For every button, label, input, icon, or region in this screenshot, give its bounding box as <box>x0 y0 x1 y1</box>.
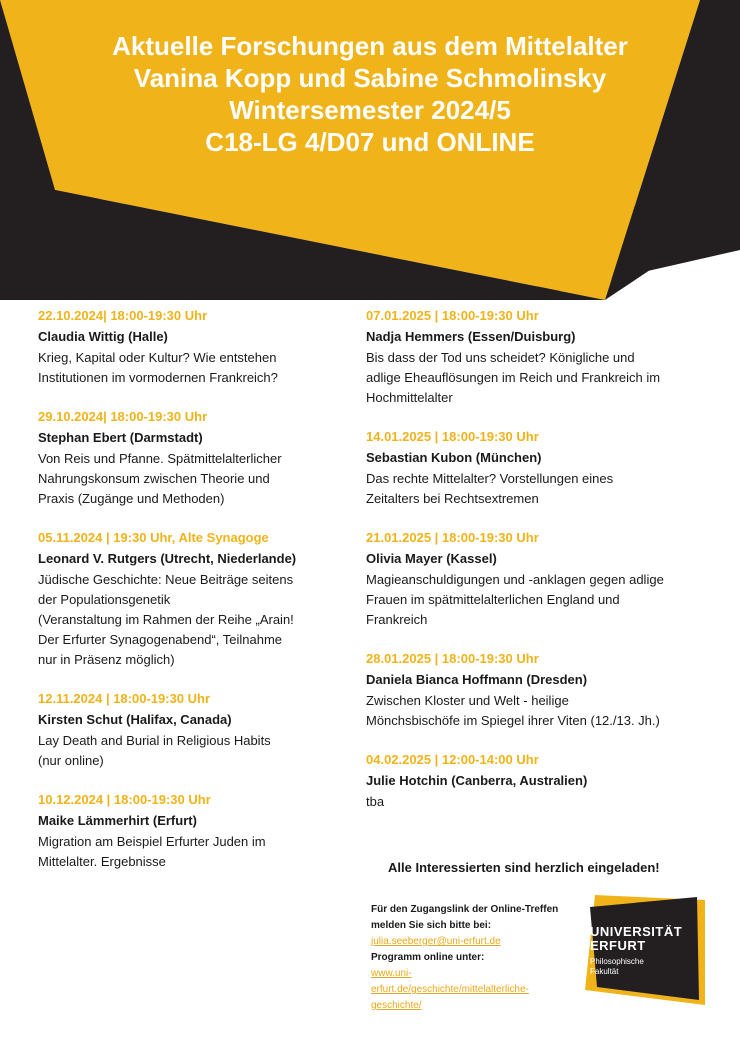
event-item <box>38 306 338 388</box>
event-title-line: Der Erfurter Synagogenabend“, Teilnahme <box>38 632 283 647</box>
contact-line-1: Für den Zugangslink der Online-Treffen <box>371 904 559 915</box>
event-title-line: Das rechte Mittelalter? Vorstellungen eines <box>366 471 614 486</box>
logo-line-1: UNIVERSITÄT <box>590 924 683 939</box>
program-url-link-1[interactable]: www.uni- <box>371 968 412 979</box>
contact-line-3: Programm online unter: <box>371 952 485 963</box>
event-item <box>366 427 711 509</box>
event-speaker: Julie Hotchin (Canberra, Australien) <box>366 773 588 788</box>
event-speaker: Olivia Mayer (Kassel) <box>366 551 497 566</box>
contact-line-2: melden Sie sich bitte bei: <box>371 920 492 931</box>
logo-text <box>590 925 682 977</box>
event-title-line: Lay Death and Burial in Religious Habits <box>38 733 271 748</box>
event-title-line: Hochmittelalter <box>366 390 453 405</box>
event-item <box>38 407 338 509</box>
event-title-line: Krieg, Kapital oder Kultur? Wie entstehen <box>38 350 277 365</box>
logo-line-3: Philosophische <box>590 957 644 966</box>
event-speaker: Leonard V. Rutgers (Utrecht, Niederlande) <box>38 551 297 566</box>
event-title-line: Von Reis und Pfanne. Spätmittelalterlicher <box>38 451 282 466</box>
event-title-line: Mönchsbischöfe im Spiegel ihrer Viten (12./13. Jh.) <box>366 713 660 728</box>
event-speaker: Daniela Bianca Hoffmann (Dresden) <box>366 672 588 687</box>
contact-info <box>371 902 591 1014</box>
event-title-line: (Veranstaltung im Rahmen der Reihe „Arain! <box>38 612 294 627</box>
event-speaker: Stephan Ebert (Darmstadt) <box>38 430 203 445</box>
program-url-link-2[interactable]: erfurt.de/geschichte/mittelalterliche- <box>371 984 529 995</box>
event-item <box>366 649 711 731</box>
event-title-line: Jüdische Geschichte: Neue Beiträge seitens <box>38 572 294 587</box>
event-title-line: adlige Eheauflösungen im Reich und Frankreich im <box>366 370 661 385</box>
event-item <box>366 306 711 408</box>
event-date: 10.12.2024 | 18:00-19:30 Uhr <box>38 792 211 807</box>
logo-line-4: Fakultät <box>590 967 619 976</box>
event-title-line: Praxis (Zugänge und Methoden) <box>38 491 225 506</box>
event-speaker: Nadja Hemmers (Essen/Duisburg) <box>366 329 576 344</box>
event-title-line: Bis dass der Tod uns scheidet? Königliche und <box>366 350 635 365</box>
event-date: 07.01.2025 | 18:00-19:30 Uhr <box>366 308 539 323</box>
event-item <box>366 750 711 812</box>
event-title-line: Zwischen Kloster und Welt - heilige <box>366 693 569 708</box>
event-item <box>38 790 338 872</box>
event-title-line: der Populationsgenetik <box>38 592 171 607</box>
event-date: 04.02.2025 | 12:00-14:00 Uhr <box>366 752 539 767</box>
title-line-1: Aktuelle Forschungen aus dem Mittelalter <box>112 31 628 61</box>
title-line-3: Wintersemester 2024/5 <box>229 95 511 125</box>
logo-line-2: ERFURT <box>590 938 646 953</box>
event-title-line: Mittelalter. Ergebnisse <box>38 854 166 869</box>
event-title-line: Migration am Beispiel Erfurter Juden im <box>38 834 266 849</box>
event-column-right <box>366 306 711 831</box>
event-date: 12.11.2024 | 18:00-19:30 Uhr <box>38 691 211 706</box>
contact-email-link[interactable]: julia.seeberger@uni-erfurt.de <box>371 936 501 947</box>
event-speaker: Claudia Wittig (Halle) <box>38 329 168 344</box>
event-date: 29.10.2024| 18:00-19:30 Uhr <box>38 409 208 424</box>
event-title-line: (nur online) <box>38 753 104 768</box>
event-title-line: Institutionen im vormodernen Frankreich? <box>38 370 278 385</box>
event-title-line: Magieanschuldigungen und -anklagen gegen adlige <box>366 572 664 587</box>
event-date: 05.11.2024 | 19:30 Uhr, Alte Synagoge <box>38 530 269 545</box>
event-speaker: Maike Lämmerhirt (Erfurt) <box>38 813 197 828</box>
event-title-line: Frauen im spätmittelalterlichen England und <box>366 592 620 607</box>
invitation-text: Alle Interessierten sind herzlich eingeladen! <box>388 860 660 875</box>
event-item <box>38 689 338 771</box>
event-title-line: tba <box>366 794 385 809</box>
event-title-line: Frankreich <box>366 612 428 627</box>
event-speaker: Sebastian Kubon (München) <box>366 450 542 465</box>
event-column-left <box>38 306 338 891</box>
event-date: 28.01.2025 | 18:00-19:30 Uhr <box>366 651 539 666</box>
event-title-line: Zeitalters bei Rechtsextremen <box>366 491 539 506</box>
program-url-link-3[interactable]: geschichte/ <box>371 1000 422 1011</box>
event-item <box>38 528 338 670</box>
event-title-line: nur in Präsenz möglich) <box>38 652 175 667</box>
title-line-4: C18-LG 4/D07 und ONLINE <box>205 127 535 157</box>
title-line-2: Vanina Kopp und Sabine Schmolinsky <box>133 63 607 93</box>
page-title <box>0 30 740 158</box>
event-title-line: Nahrungskonsum zwischen Theorie und <box>38 471 270 486</box>
event-speaker: Kirsten Schut (Halifax, Canada) <box>38 712 232 727</box>
event-date: 21.01.2025 | 18:00-19:30 Uhr <box>366 530 539 545</box>
event-date: 22.10.2024| 18:00-19:30 Uhr <box>38 308 208 323</box>
event-date: 14.01.2025 | 18:00-19:30 Uhr <box>366 429 539 444</box>
event-item <box>366 528 711 630</box>
